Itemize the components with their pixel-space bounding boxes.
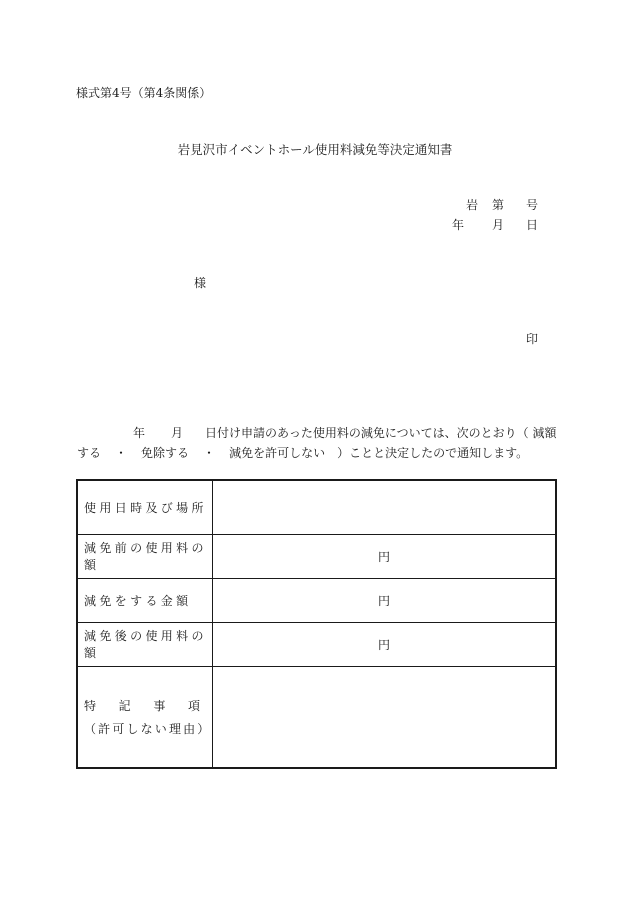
date-month: 月 [491, 218, 504, 232]
reduction-details-table [76, 479, 557, 769]
separator-dot-1: ・ [115, 446, 128, 460]
row-value-usage-datetime-place [213, 480, 557, 534]
remarks-sub-label: （許可しない理由） [84, 721, 212, 736]
body-line1-text: 日付け申請のあった使用料の減免については、次のとおり（ 減額 [205, 426, 557, 440]
remarks-char: 特 [84, 698, 97, 713]
document-number [466, 196, 538, 213]
body-year: 年 [133, 426, 146, 440]
remarks-heading [84, 697, 200, 714]
row-label-remarks [77, 666, 213, 768]
document-number-suffix: 号 [525, 198, 538, 212]
document-number-prefix: 岩 [465, 198, 478, 212]
remarks-char: 事 [153, 698, 166, 713]
row-value-fee-after: 円 [213, 622, 557, 666]
row-label-usage-datetime-place: 使用日時及び場所 [77, 480, 213, 534]
remarks-char: 項 [187, 698, 200, 713]
body-line-1 [133, 424, 557, 441]
date-year: 年 [451, 218, 464, 232]
option-exempt: 免除する [141, 446, 190, 460]
table-row [77, 622, 556, 666]
date-day: 日 [525, 218, 538, 232]
document-number-mid: 第 [491, 198, 504, 212]
body-line-2 [77, 444, 528, 461]
table-row [77, 578, 556, 622]
document-date [452, 216, 538, 233]
form-number: 様式第4号（第4条関係） [76, 86, 212, 100]
seal-mark: 印 [525, 332, 538, 346]
table-row [77, 534, 556, 578]
document-title: 岩見沢市イベントホール使用料減免等決定通知書 [177, 142, 453, 157]
row-value-reduction-amount: 円 [213, 578, 557, 622]
separator-dot-2: ・ [203, 446, 216, 460]
body-line2-text: 減免を許可しない ）ことと決定したので通知します。 [229, 446, 529, 460]
option-reduce: する [77, 446, 102, 460]
row-value-remarks [213, 666, 557, 768]
row-value-fee-before: 円 [213, 534, 557, 578]
row-label-reduction-amount: 減免をする金額 [77, 578, 213, 622]
addressee-honorific: 様 [194, 276, 207, 290]
body-month: 月 [171, 426, 184, 440]
remarks-char: 記 [118, 698, 131, 713]
table-row [77, 666, 556, 768]
table-row [77, 480, 556, 534]
row-label-fee-before: 減免前の使用料の額 [77, 534, 213, 578]
row-label-fee-after: 減免後の使用料の額 [77, 622, 213, 666]
